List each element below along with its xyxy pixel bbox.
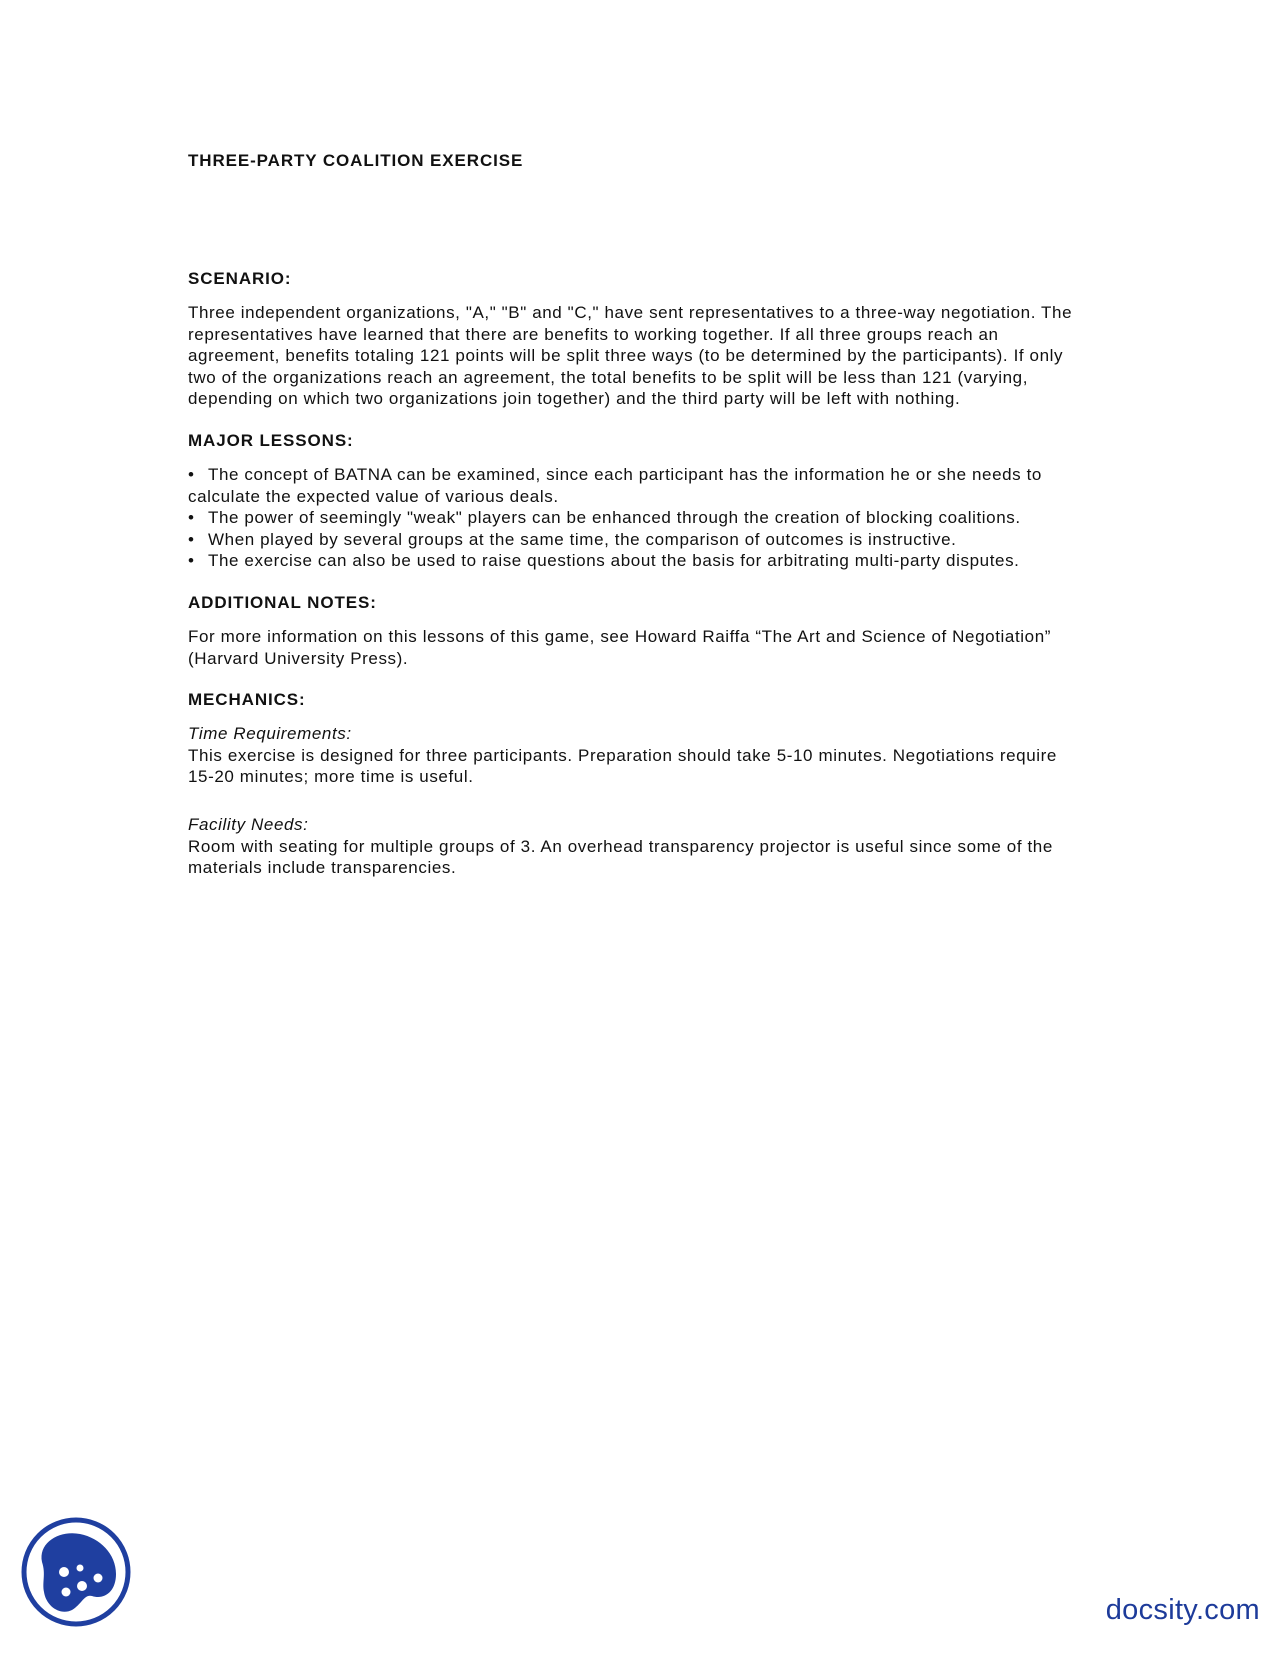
- lesson-text: The concept of BATNA can be examined, since each participant has the information he or she needs to calculate the expected value of various deals.: [188, 464, 1042, 506]
- scenario-heading: SCENARIO:: [188, 269, 292, 288]
- bullet-icon: •: [188, 551, 195, 571]
- bullet-icon: •: [188, 464, 195, 484]
- spacer: [188, 176, 1088, 264]
- facility-needs-subheading: Facility Needs:: [188, 814, 309, 834]
- bullet-icon: •: [188, 508, 195, 528]
- lesson-text: When played by several groups at the same time, the comparison of outcomes is instructive.: [208, 529, 957, 549]
- list-item: [188, 507, 1088, 529]
- mechanics-heading: MECHANICS:: [188, 690, 306, 710]
- list-item: [188, 550, 1088, 572]
- additional-notes-heading: ADDITIONAL NOTES:: [188, 592, 377, 612]
- document-title: THREE-PARTY COALITION EXERCISE: [188, 151, 524, 170]
- lesson-text: The exercise can also be used to raise questions about the basis for arbitrating multi-party disputes.: [208, 551, 1020, 571]
- lesson-text: The power of seemingly "weak" players can be enhanced through the creation of blocking coalitions.: [208, 508, 1021, 528]
- bullet-icon: •: [188, 529, 195, 549]
- facility-needs-text: Room with seating for multiple groups of 3. An overhead transparency projector is useful since some of the materials include transparencies.: [188, 836, 1053, 878]
- scenario-text: Three independent organizations, "A," "B" and "C," have sent representatives to a three-way negotiation. The representatives have learned that there are benefits to working together. If all three groups reach an agreement, benefits totaling 121 points will be split three ways (to be determined by the participants). If only two of the organizations reach an agreement, the total benefits to be split will be less than 121 (varying, depending on which two organizations join together) and the third party will be left with nothing.: [188, 303, 1073, 409]
- document-body: [188, 146, 1088, 879]
- major-lessons-list: [188, 464, 1088, 572]
- docsity-brand-text[interactable]: docsity.com: [1105, 1594, 1260, 1626]
- list-item: [188, 464, 1088, 507]
- time-requirements-text: This exercise is designed for three participants. Preparation should take 5-10 minutes. Negotiations require 15-20 minutes; more time is useful.: [188, 745, 1057, 787]
- additional-notes-text: For more information on this lessons of this game, see Howard Raiffa “The Art and Science of Negotiation” (Harvard University Press).: [188, 626, 1052, 668]
- list-item: [188, 529, 1088, 551]
- docsity-logo-icon: [20, 1516, 132, 1628]
- time-requirements-subheading: Time Requirements:: [188, 724, 352, 744]
- major-lessons-heading: MAJOR LESSONS:: [188, 430, 354, 450]
